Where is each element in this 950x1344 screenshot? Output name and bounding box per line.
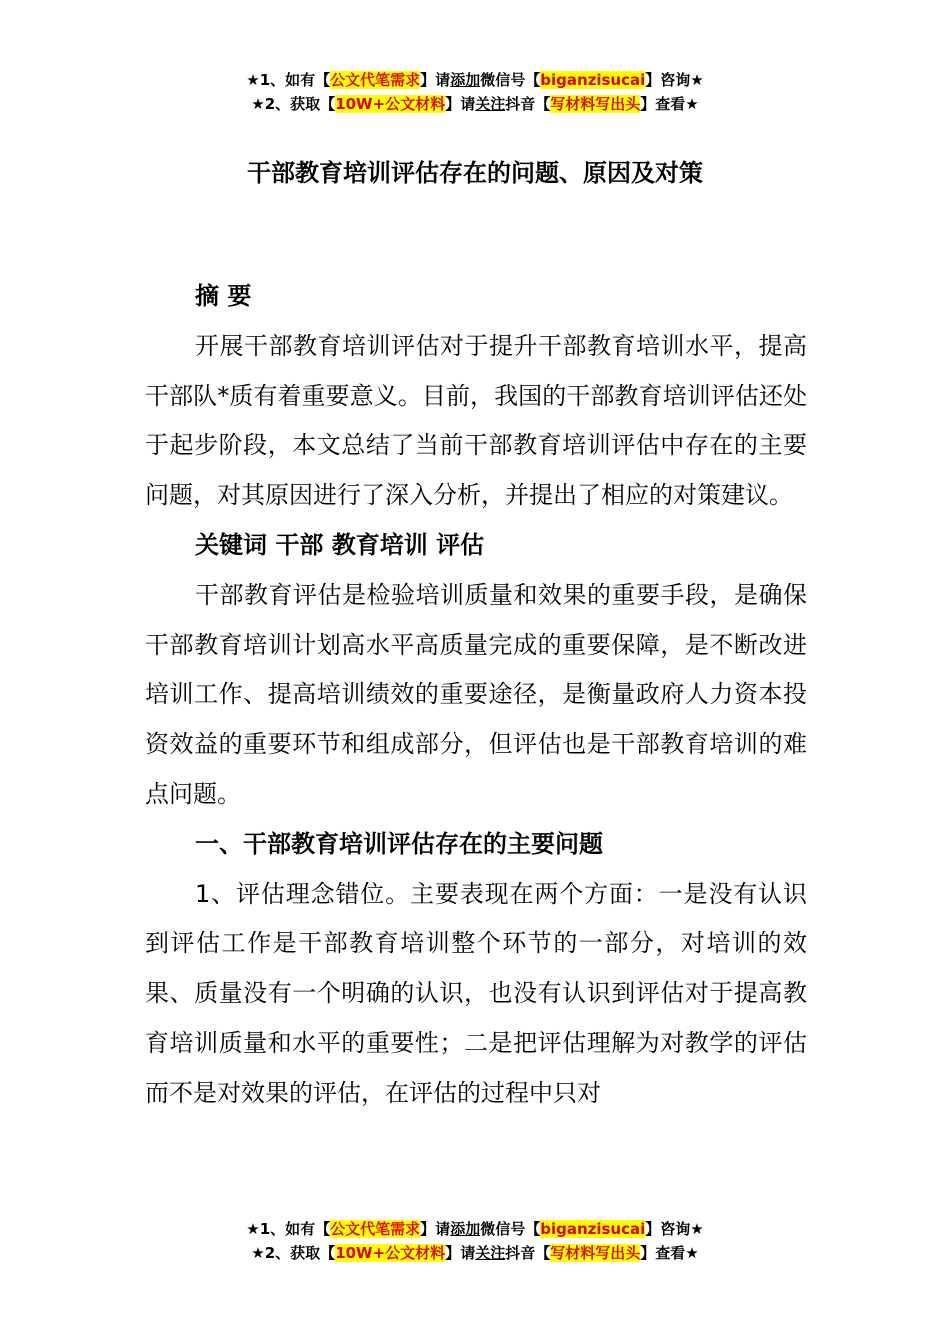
banner-text: 】请 [420,1220,451,1238]
section-heading: 一、干部教育培训评估存在的主要问题 [195,829,603,858]
banner-text: 】请 [420,71,451,89]
banner-text: ★2、获取【 [251,95,336,113]
header-banner [0,68,950,116]
banner-text: 】请 [445,95,476,113]
footer-banner [0,1217,950,1265]
banner-line-2 [0,1241,950,1265]
banner-highlight: 写材料写出头 [550,1244,641,1262]
banner-text: 微信号【 [480,1220,541,1238]
banner-highlight: biganzisucai [540,1220,646,1238]
banner-highlight: 10W+公文材料 [335,1244,446,1262]
abstract-paragraph: 开展干部教育培训评估对于提升干部教育培训水平，提高干部队*质有着重要意义。目前，我国的干部教育培训评估还处于起步阶段，本文总结了当前干部教育培训评估中存在的主要问题，对其原因进行了深入分析，并提出了相应的对策建议。 [145,331,807,510]
banner-text: ★1、如有【 [246,1220,331,1238]
banner-text: 】查看★ [640,1244,699,1262]
document-body [145,272,807,1119]
banner-highlight: biganzisucai [540,71,646,89]
banner-underline: 关注 [475,1244,506,1262]
banner-text: 】咨询★ [645,1220,704,1238]
body-paragraph: 1、评估理念错位。主要表现在两个方面：一是没有认识到评估工作是干部教育培训整个环节的一部分，对培训的效果、质量没有一个明确的认识，也没有认识到评估对于提高教育培训质量和水平的重要性；二是把评估理解为对教学的评估而不是对效果的评估，在评估的过程中只对 [145,879,807,1107]
banner-highlight: 公文代笔需求 [330,1220,421,1238]
banner-text: ★2、获取【 [251,1244,336,1262]
banner-text: 】请 [445,1244,476,1262]
banner-text: 】查看★ [640,95,699,113]
banner-underline: 添加 [450,1220,481,1238]
banner-line-1 [0,1217,950,1241]
banner-underline: 添加 [450,71,481,89]
banner-highlight: 公文代笔需求 [330,71,421,89]
abstract-heading: 摘 要 [195,282,252,310]
banner-text: 微信号【 [480,71,541,89]
banner-underline: 关注 [475,95,506,113]
banner-line-2 [0,92,950,116]
banner-text: 抖音【 [505,1244,551,1262]
banner-text: ★1、如有【 [246,71,331,89]
banner-text: 抖音【 [505,95,551,113]
intro-paragraph: 干部教育评估是检验培训质量和效果的重要手段，是确保干部教育培训计划高水平高质量完成的重要保障，是不断改进培训工作、提高培训绩效的重要途径，是衡量政府人力资本投资效益的重要环节和组成部分，但评估也是干部教育培训的难点问题。 [145,580,807,808]
document-title: 干部教育培训评估存在的问题、原因及对策 [247,159,703,187]
banner-highlight: 写材料写出头 [550,95,641,113]
banner-line-1 [0,68,950,92]
banner-highlight: 10W+公文材料 [335,95,446,113]
keywords-line: 关键词 干部 教育培训 评估 [195,530,485,559]
banner-text: 】咨询★ [645,71,704,89]
